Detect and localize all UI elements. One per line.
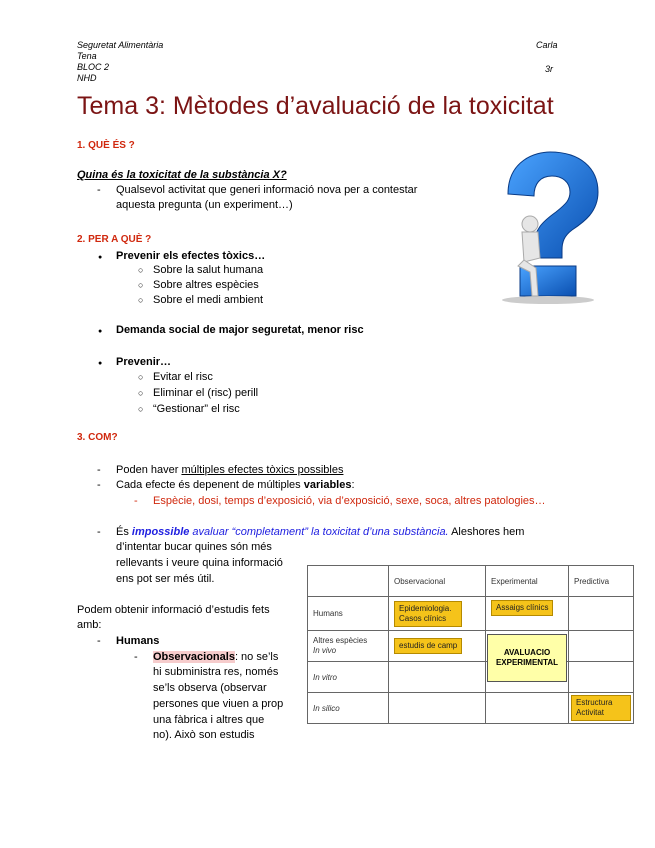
obs-line: hi subministra res, només xyxy=(153,666,279,678)
page-title: Tema 3: Mètodes d’avaluació de la toxicitat xyxy=(77,92,554,120)
obs-line: se’ls observa (observar xyxy=(153,682,267,694)
dash: - xyxy=(134,651,138,663)
section-3-heading: 3. COM? xyxy=(77,432,118,443)
bullet: ● Prevenir… xyxy=(116,355,171,370)
row-header: Humans xyxy=(308,597,389,631)
row-header: In silico xyxy=(308,693,389,724)
table-cell xyxy=(389,597,486,631)
table-cell xyxy=(389,631,486,662)
dash: - xyxy=(134,495,138,507)
doc-header xyxy=(77,40,163,84)
obs-line xyxy=(153,650,278,665)
dash: - xyxy=(97,526,101,538)
header-line: Tena xyxy=(77,51,97,61)
clinical-trials-box: Assaigs clínics xyxy=(491,600,553,616)
line-text: : xyxy=(351,479,355,491)
sub-bullet: ○ Sobre la salut humana xyxy=(153,263,263,278)
header-line: NHD xyxy=(77,73,97,83)
table-corner xyxy=(308,566,389,597)
sub-bullet: ○ Evitar el risc xyxy=(153,370,213,385)
obs-line: persones que viuen a prop xyxy=(153,698,284,710)
table-cell xyxy=(486,597,569,631)
obs-line: no). Això son estudis xyxy=(153,729,255,741)
line-blue: avaluar “completament” la toxicitat d’una substància. xyxy=(189,526,449,538)
studies-intro: amb: xyxy=(77,619,102,631)
structure-activity-box: Estructura Activitat xyxy=(571,695,631,721)
section-1-answer: aquesta pregunta (un experiment…) xyxy=(116,199,293,211)
section-2-heading: 2. PER A QUÈ ? xyxy=(77,234,152,245)
bullet: ● Demanda social de major seguretat, menor risc xyxy=(116,323,364,338)
section-3-line xyxy=(116,478,355,493)
line-bold-blue: impossible xyxy=(131,526,190,538)
study-types-table xyxy=(307,565,634,724)
section-1-question: Quina és la toxicitat de la substància X? xyxy=(77,169,287,181)
experimental-evaluation-box: AVALUACIO EXPERIMENTAL xyxy=(487,634,567,682)
row-header-sub: In vivo xyxy=(313,646,337,655)
line-text: Cada efecte és depenent de múltiples xyxy=(116,479,304,491)
header-year: 3r xyxy=(545,64,554,74)
bullet: ● Prevenir els efectes tòxics… xyxy=(116,249,265,264)
line-text: És xyxy=(116,526,132,538)
line-underlined: múltiples efectes tòxics possibles xyxy=(181,464,344,476)
section-3-line: ens pot ser més útil. xyxy=(116,573,215,585)
variables-list: Espècie, dosi, temps d’exposició, via d’exposició, sexe, soca, altres patologies… xyxy=(153,495,546,507)
table-cell xyxy=(569,631,634,662)
table-cell xyxy=(569,693,634,724)
line-text: Aleshores hem xyxy=(448,526,525,538)
studies-intro: Podem obtenir informació d’estudis fets xyxy=(77,604,270,616)
header-author: Carla xyxy=(536,40,558,50)
dash: - xyxy=(97,635,101,647)
section-3-line xyxy=(116,463,343,478)
obs-line: una fàbrica i altres que xyxy=(153,714,265,726)
dash: - xyxy=(97,479,101,491)
line-bold: variables xyxy=(303,479,352,491)
table-cell xyxy=(569,662,634,693)
section-1-answer: Qualsevol activitat que generi informació nova per a contestar xyxy=(116,184,418,196)
sub-bullet: ○ Eliminar el (risc) perill xyxy=(153,386,258,401)
obs-highlight: Observacionals xyxy=(153,651,235,663)
section-3-line xyxy=(116,525,524,540)
sub-bullet: ○ Sobre el medi ambient xyxy=(153,293,263,308)
dash: - xyxy=(97,464,101,476)
column-header: Predictiva xyxy=(569,566,634,597)
section-3-line: rellevants i veure quina informació xyxy=(116,557,283,569)
row-header-label: Altres espècies xyxy=(313,636,368,645)
line-text: Poden haver xyxy=(116,464,182,476)
section-3-line: d’intentar bucar quines són més xyxy=(116,541,272,553)
table-cell xyxy=(486,693,569,724)
table-cell xyxy=(389,693,486,724)
row-header: In vitro xyxy=(308,662,389,693)
obs-text: : no se’ls xyxy=(234,651,279,663)
header-line: Seguretat Alimentària xyxy=(77,40,164,50)
epidemiology-box: Epidemiologia. Casos clínics xyxy=(394,601,462,627)
field-studies-box: estudis de camp xyxy=(394,638,462,654)
humans-label: Humans xyxy=(116,635,160,647)
question-mark-image xyxy=(478,146,604,306)
column-header: Observacional xyxy=(389,566,486,597)
row-header xyxy=(308,631,389,662)
sub-bullet: ○ “Gestionar” el risc xyxy=(153,402,240,417)
column-header: Experimental xyxy=(486,566,569,597)
dash: - xyxy=(97,184,101,196)
section-1-heading: 1. QUÈ ÉS ? xyxy=(77,140,135,151)
sub-bullet: ○ Sobre altres espècies xyxy=(153,278,259,293)
header-line: BLOC 2 xyxy=(77,62,110,72)
table-cell xyxy=(389,662,486,693)
table-cell xyxy=(569,597,634,631)
